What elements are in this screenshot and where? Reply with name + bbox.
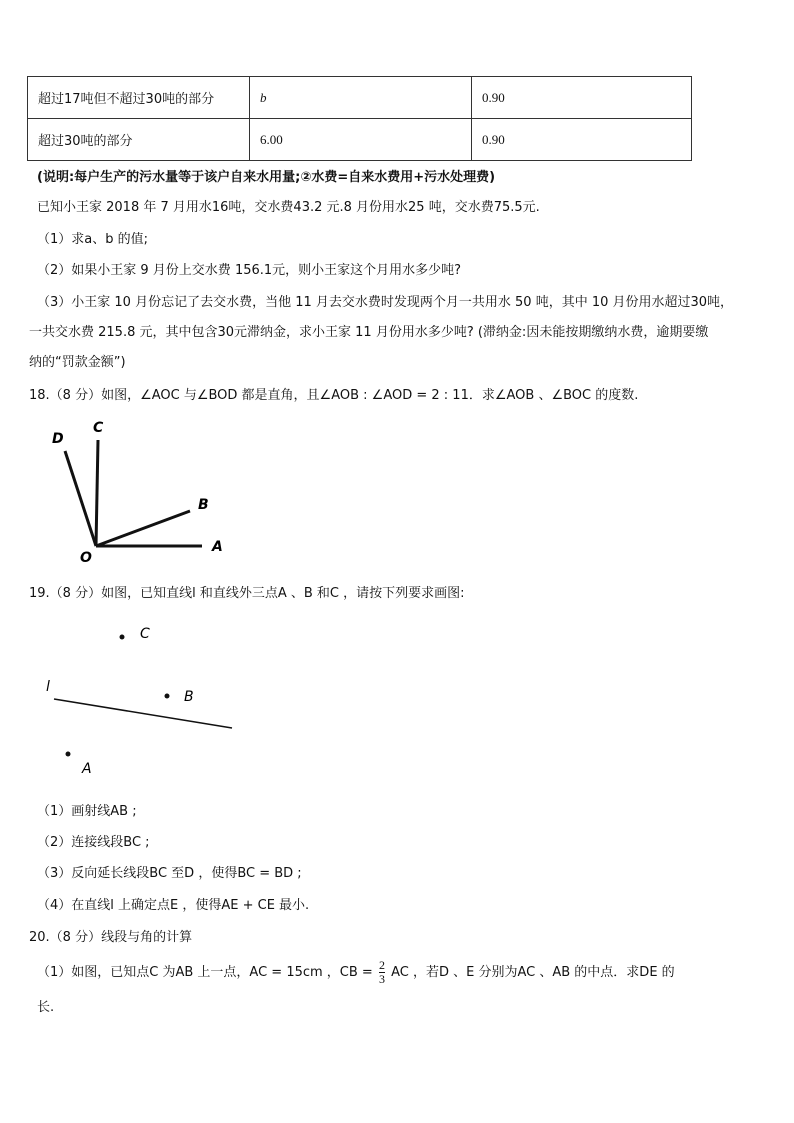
point-c (120, 635, 125, 640)
note-text: (说明:每户生产的污水量等于该户自来水用量;②水费=自来水费用+污水处理费) (37, 170, 496, 185)
ray-oc (96, 440, 98, 546)
table-cell: 6.00 (250, 119, 472, 161)
q19-text: 19.（8 分）如图，已知直线l 和直线外三点A 、B 和C ，请按下列要求画图: (29, 586, 465, 601)
label-b: B (184, 689, 194, 705)
point-b (165, 694, 170, 699)
q17-part3-line2: 一共交水费 215.8 元，其中包含30元滞纳金，求小王家 11 月份用水多少吨? (滞纳金:因未能按期缴纳水费，逾期要缴 (29, 325, 709, 340)
label-o: O (80, 550, 92, 565)
table-cell: 0.90 (472, 119, 692, 161)
q20-title: 20.（8 分）线段与角的计算 (29, 930, 193, 945)
q20-part1 (37, 958, 675, 988)
label-c: C (93, 420, 104, 436)
label-a: A (82, 761, 92, 777)
q19-part3: （3）反向延长线段BC 至D ，使得BC = BD ; (37, 866, 302, 881)
label-b: B (198, 497, 209, 513)
q20-part1-text-b: AC ，若D 、E 分别为AC 、AB 的中点．求DE 的 (391, 965, 675, 980)
table-row (28, 119, 692, 161)
table-row (28, 77, 692, 119)
label-d: D (52, 431, 64, 447)
q18-angle-figure (40, 415, 240, 565)
known-text: 已知小王家 2018 年 7 月用水16吨，交水费43.2 元.8 月份用水25 吨，交水费75.5元. (37, 200, 540, 215)
q19-part1: （1）画射线AB ; (37, 804, 137, 819)
table-cell: 超过17吨但不超过30吨的部分 (28, 77, 250, 119)
label-c: C (140, 626, 150, 642)
table-cell: 超过30吨的部分 (28, 119, 250, 161)
table-cell: b (250, 77, 472, 119)
q18-text: 18.（8 分）如图，∠AOC 与∠BOD 都是直角，且∠AOB : ∠AOD = 2 : 11．求∠AOB 、∠BOC 的度数. (29, 388, 639, 403)
fraction-two-thirds (379, 959, 385, 986)
label-a: A (212, 539, 223, 555)
line-l (54, 699, 232, 728)
point-a (66, 752, 71, 757)
q17-part3-line3: 纳的“罚款金额”) (29, 355, 126, 370)
label-l: l (46, 679, 50, 695)
q19-part2: （2）连接线段BC ; (37, 835, 150, 850)
fraction-numerator: 2 (378, 958, 385, 972)
fee-table (27, 76, 692, 161)
q17-part3-line1: （3）小王家 10 月份忘记了去交水费，当他 11 月去交水费时发现两个月一共用水 50 吨，其中 10 月份用水超过30吨， (37, 295, 734, 310)
q20-part1-text-a: （1）如图，已知点C 为AB 上一点，AC = 15cm ，CB = (37, 965, 373, 980)
q20-part1-end: 长. (37, 1000, 55, 1015)
fraction-denominator: 3 (378, 972, 385, 986)
table-cell: 0.90 (472, 77, 692, 119)
q17-part2: （2）如果小王家 9 月份上交水费 156.1元，则小王家这个月用水多少吨? (37, 263, 462, 278)
q17-part1: （1）求a、b 的值; (37, 232, 149, 247)
q19-points-figure (40, 620, 260, 780)
ray-ob (96, 511, 190, 546)
ray-od (65, 451, 96, 546)
q19-part4: （4）在直线l 上确定点E ，使得AE + CE 最小. (37, 898, 310, 913)
